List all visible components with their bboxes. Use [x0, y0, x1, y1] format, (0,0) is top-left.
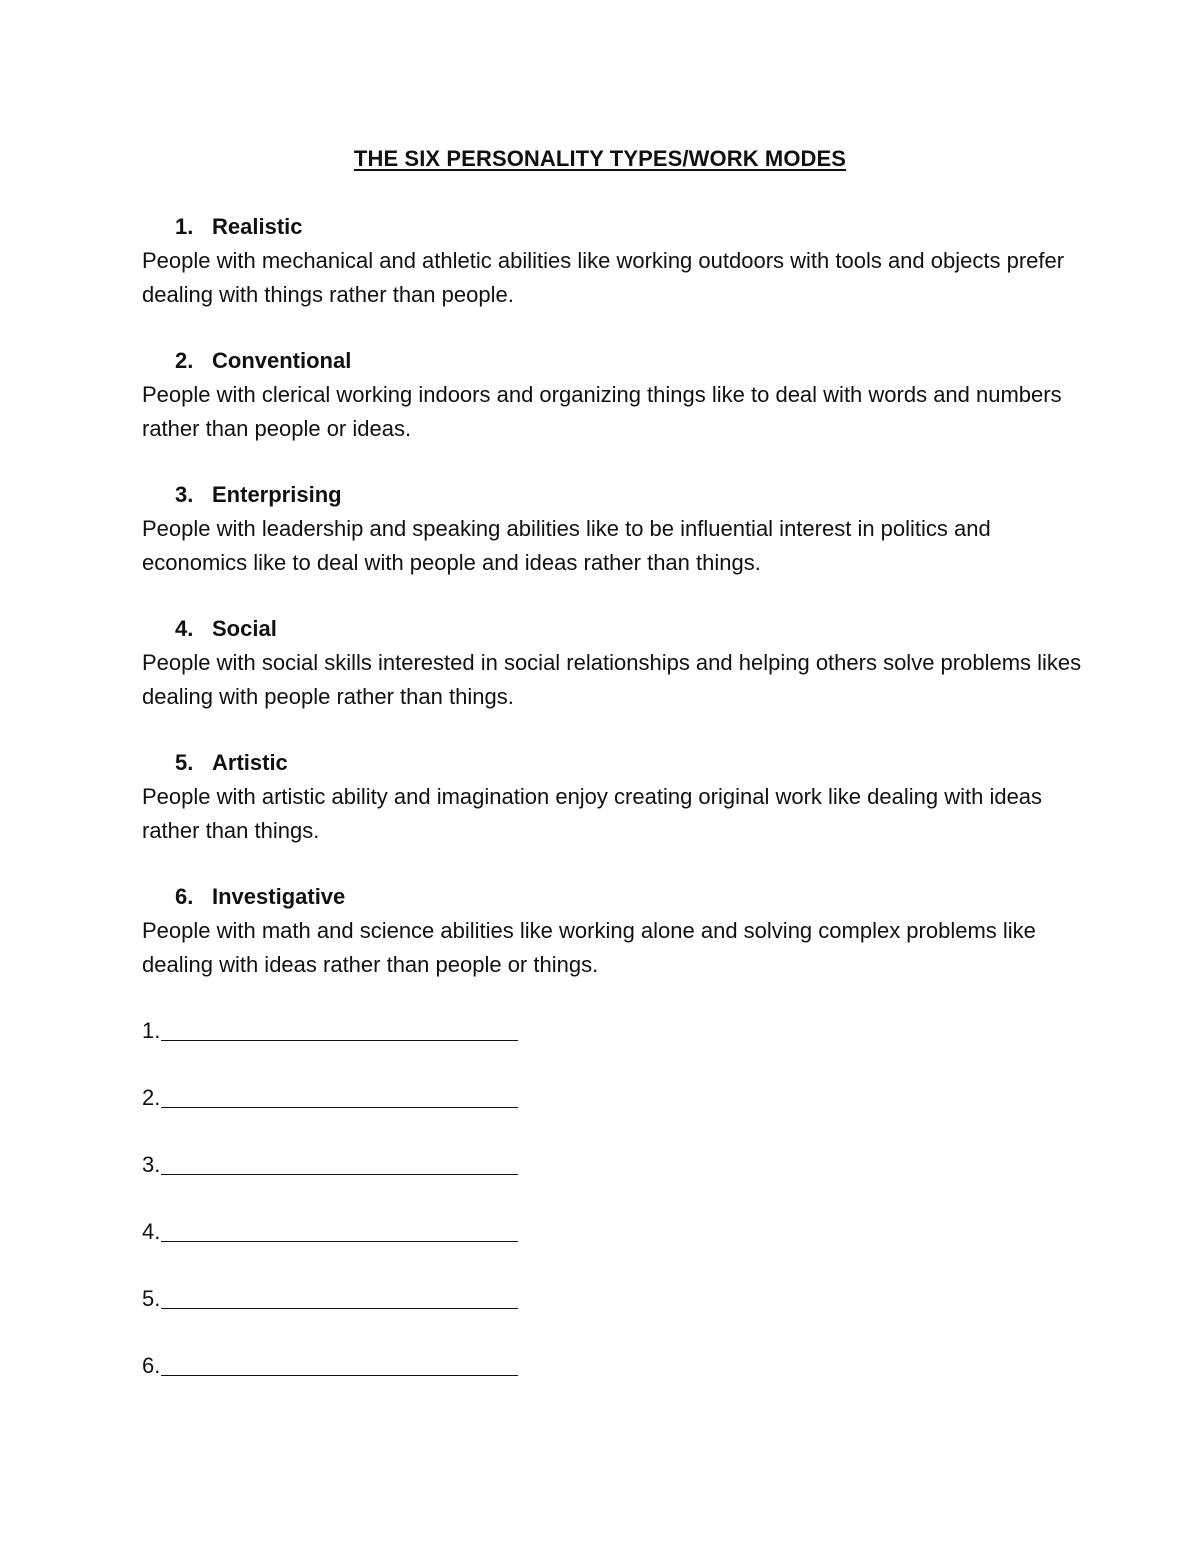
- type-heading: [175, 746, 1082, 780]
- type-section-investigative: [142, 880, 1082, 982]
- answer-blank-label: 5.: [142, 1286, 161, 1311]
- type-name: Conventional: [212, 348, 352, 373]
- type-number: 5.: [175, 750, 194, 775]
- type-heading: [175, 478, 1082, 512]
- type-number: 4.: [175, 616, 194, 641]
- type-name: Social: [212, 616, 277, 641]
- type-number: 2.: [175, 348, 194, 373]
- type-number: 3.: [175, 482, 194, 507]
- answer-blank-line[interactable]: [161, 1241, 518, 1242]
- answer-blank-5[interactable]: [142, 1284, 518, 1314]
- type-section-conventional: [142, 344, 1082, 446]
- answer-blank-line[interactable]: [161, 1375, 518, 1376]
- answer-blank-2[interactable]: [142, 1083, 518, 1113]
- type-number: 6.: [175, 884, 194, 909]
- type-description: People with social skills interested in social relationships and helping others solve problems likes dealing with people rather than things.: [142, 650, 1082, 709]
- answer-blank-4[interactable]: [142, 1217, 518, 1247]
- type-section-realistic: [142, 210, 1082, 312]
- type-description: People with leadership and speaking abilities like to be influential interest in politics and economics like to deal with people and ideas rather than things.: [142, 516, 991, 575]
- type-name: Realistic: [212, 214, 303, 239]
- page-title: THE SIX PERSONALITY TYPES/WORK MODES: [353, 146, 847, 171]
- type-name: Investigative: [212, 884, 346, 909]
- answer-blank-line[interactable]: [161, 1107, 518, 1108]
- answer-blank-label: 1.: [142, 1018, 161, 1043]
- answer-blank-label: 3.: [142, 1152, 161, 1177]
- type-section-social: [142, 612, 1082, 714]
- type-number: 1.: [175, 214, 194, 239]
- answer-blank-line[interactable]: [161, 1040, 518, 1041]
- type-heading: [175, 210, 1082, 244]
- type-description: People with math and science abilities like working alone and solving complex problems like dealing with ideas rather than people or things.: [142, 918, 1036, 977]
- answer-blank-6[interactable]: [142, 1351, 518, 1381]
- answer-blank-label: 6.: [142, 1353, 161, 1378]
- type-name: Artistic: [212, 750, 288, 775]
- answer-blank-1[interactable]: [142, 1016, 518, 1046]
- type-heading: [175, 344, 1082, 378]
- type-heading: [175, 612, 1082, 646]
- type-description: People with clerical working indoors and organizing things like to deal with words and numbers rather than people or ideas.: [142, 382, 1062, 441]
- type-heading: [175, 880, 1082, 914]
- answer-blank-line[interactable]: [161, 1308, 518, 1309]
- answer-blank-3[interactable]: [142, 1150, 518, 1180]
- type-description: People with mechanical and athletic abilities like working outdoors with tools and objects prefer dealing with things rather than people.: [142, 248, 1065, 307]
- answer-blank-label: 4.: [142, 1219, 161, 1244]
- type-name: Enterprising: [212, 482, 342, 507]
- answer-blank-line[interactable]: [161, 1174, 518, 1175]
- type-section-enterprising: [142, 478, 1082, 580]
- answer-blank-label: 2.: [142, 1085, 161, 1110]
- type-section-artistic: [142, 746, 1082, 848]
- type-description: People with artistic ability and imagination enjoy creating original work like dealing with ideas rather than things.: [142, 784, 1043, 843]
